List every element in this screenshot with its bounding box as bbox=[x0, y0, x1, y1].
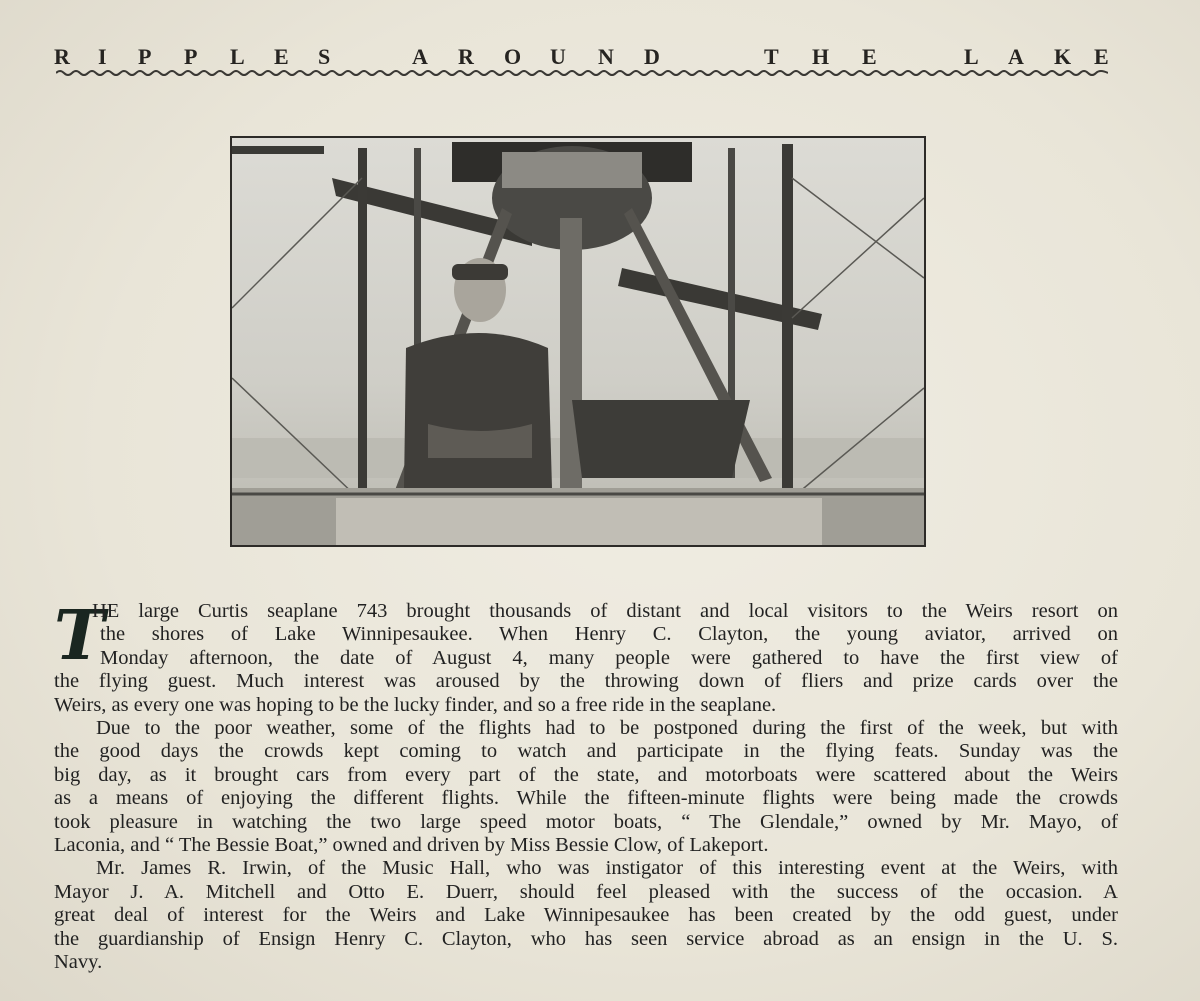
header-letter: P bbox=[184, 44, 198, 69]
header-letter: A bbox=[412, 44, 428, 69]
drop-cap: T bbox=[54, 596, 105, 676]
header-letter: P bbox=[138, 44, 152, 69]
text-line: Mr. James R. Irwin, of the Music Hall, who was instigator of this interesting event at the Weirs, with bbox=[96, 857, 1118, 880]
header-letter: L bbox=[964, 44, 979, 69]
seaplane-photograph bbox=[230, 136, 926, 547]
text-line: Weirs, as every one was hoping to be the lucky finder, and so a free ride in the seaplane. bbox=[54, 693, 777, 716]
header-letter: L bbox=[230, 44, 245, 69]
text-line: Laconia, and “ The Bessie Boat,” owned and driven by Miss Bessie Clow, of Lakeport. bbox=[54, 834, 769, 857]
text-line: the guardianship of Ensign Henry C. Clayton, who has seen service abroad as an ensign in the U. S. bbox=[54, 927, 1118, 950]
text-line: big day, as it brought cars from every part of the state, and motorboats were scattered about the Weirs bbox=[54, 763, 1118, 786]
header-letter: R bbox=[54, 44, 70, 69]
header-letter: T bbox=[764, 44, 779, 69]
paragraph-3 bbox=[54, 857, 1118, 974]
article-body bbox=[54, 596, 1118, 975]
header-wavy-rule bbox=[56, 68, 1108, 78]
text-line: Navy. bbox=[54, 951, 103, 974]
text-line: Due to the poor weather, some of the flights had to be postponed during the first of the week, but with bbox=[96, 717, 1118, 740]
header-letter: E bbox=[274, 44, 289, 69]
text-line: HE large Curtis seaplane 743 brought thousands of distant and local visitors to the Weirs resort on bbox=[92, 600, 1118, 622]
header-letter: I bbox=[98, 44, 107, 69]
header-letter: R bbox=[458, 44, 474, 69]
text-line: Monday afternoon, the date of August 4, many people were gathered to have the first view of bbox=[100, 646, 1118, 669]
header-letter: E bbox=[862, 44, 877, 69]
header-letter: N bbox=[598, 44, 614, 69]
text-line: the flying guest. Much interest was aroused by the throwing down of fliers and prize cards over the bbox=[54, 670, 1118, 693]
paragraph-2 bbox=[54, 717, 1118, 857]
header-letter: H bbox=[812, 44, 830, 69]
header-letter: D bbox=[644, 44, 660, 69]
header-letter: S bbox=[318, 44, 331, 69]
text-line: the shores of Lake Winnipesaukee. When Henry C. Clayton, the young aviator, arrived on bbox=[100, 623, 1118, 646]
header-letter: K bbox=[1054, 44, 1072, 69]
text-line: took pleasure in watching the two large speed motor boats, “ The Glendale,” owned by Mr. Mayo, of bbox=[54, 810, 1118, 833]
text-line: the good days the crowds kept coming to watch and participate in the flying feats. Sunday was the bbox=[54, 740, 1118, 763]
header-letter: U bbox=[550, 44, 566, 69]
header-letter: A bbox=[1008, 44, 1024, 69]
paragraph-1 bbox=[54, 596, 1118, 717]
text-line: as a means of enjoying the different flights. While the fifteen-minute flights were being made the crowds bbox=[54, 787, 1118, 810]
text-line: great deal of interest for the Weirs and Lake Winnipesaukee has been created by the odd guest, under bbox=[54, 904, 1118, 927]
header-letter: O bbox=[504, 44, 522, 69]
photograph-icon bbox=[232, 138, 924, 545]
header-letter: E bbox=[1094, 44, 1109, 69]
text-line: Mayor J. A. Mitchell and Otto E. Duerr, should feel pleased with the success of the occasion. A bbox=[54, 880, 1118, 903]
